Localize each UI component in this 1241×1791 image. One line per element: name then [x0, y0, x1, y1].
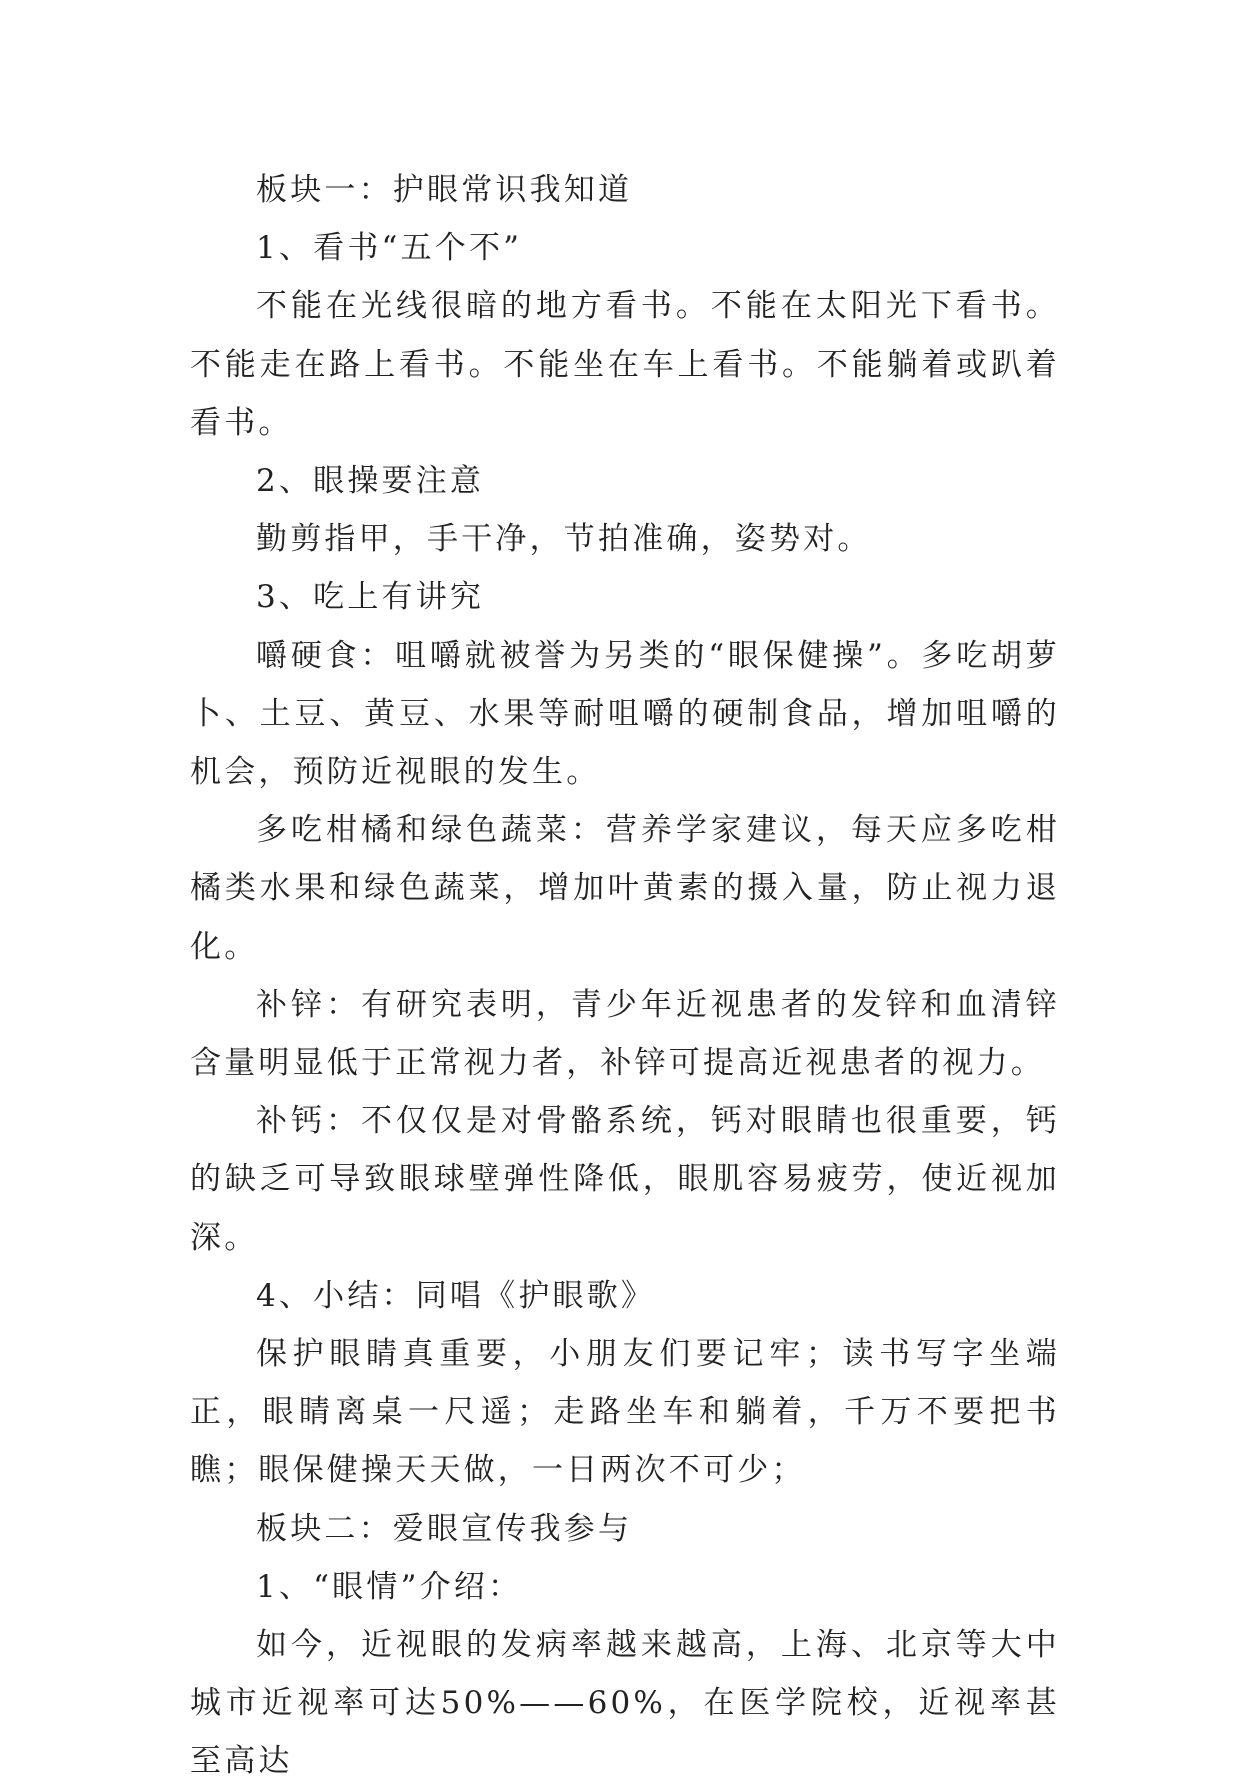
subheading: 1、看书“五个不” — [256, 230, 523, 267]
subheading: 3、吃上有讲究 — [256, 579, 485, 616]
document-body — [190, 161, 1060, 1791]
body-paragraph: 保护眼睛真重要，小朋友们要记牢；读书写字坐端正，眼睛离桌一尺遥；走路坐车和躺着，千万不要把书瞧；眼保健操天天做，一日两次不可少； — [190, 1336, 1060, 1489]
subheading: 1、“眼情”介绍： — [256, 1568, 523, 1605]
subheading: 2、眼操要注意 — [256, 463, 485, 500]
body-paragraph: 多吃柑橘和绿色蔬菜：营养学家建议，每天应多吃柑橘类水果和绿色蔬菜，增加叶黄素的摄入量，防止视力退化。 — [190, 812, 1060, 965]
body-paragraph: 不能在光线很暗的地方看书。不能在太阳光下看书。不能走在路上看书。不能坐在车上看书。不能躺着或趴着看书。 — [190, 288, 1060, 441]
subheading: 4、小结：同唱《护眼歌》 — [256, 1277, 656, 1314]
body-paragraph: 勤剪指甲，手干净，节拍准确，姿势对。 — [256, 521, 872, 558]
body-paragraph: 如今，近视眼的发病率越来越高，上海、北京等大中城市近视率可达50%——60%，在医学院校，近视率甚至高达 — [190, 1627, 1060, 1780]
body-paragraph: 补钙：不仅仅是对骨骼系统，钙对眼睛也很重要，钙的缺乏可导致眼球壁弹性降低，眼肌容易疲劳，使近视加深。 — [190, 1103, 1060, 1256]
body-paragraph: 嚼硬食：咀嚼就被誉为另类的“眼保健操”。多吃胡萝卜、土豆、黄豆、水果等耐咀嚼的硬制食品，增加咀嚼的机会，预防近视眼的发生。 — [190, 637, 1060, 791]
body-paragraph: 补锌：有研究表明，青少年近视患者的发锌和血清锌含量明显低于正常视力者，补锌可提高近视患者的视力。 — [190, 986, 1060, 1082]
section-heading: 板块一：护眼常识我知道 — [256, 172, 633, 208]
section-heading: 板块二：爱眼宣传我参与 — [256, 1510, 633, 1547]
